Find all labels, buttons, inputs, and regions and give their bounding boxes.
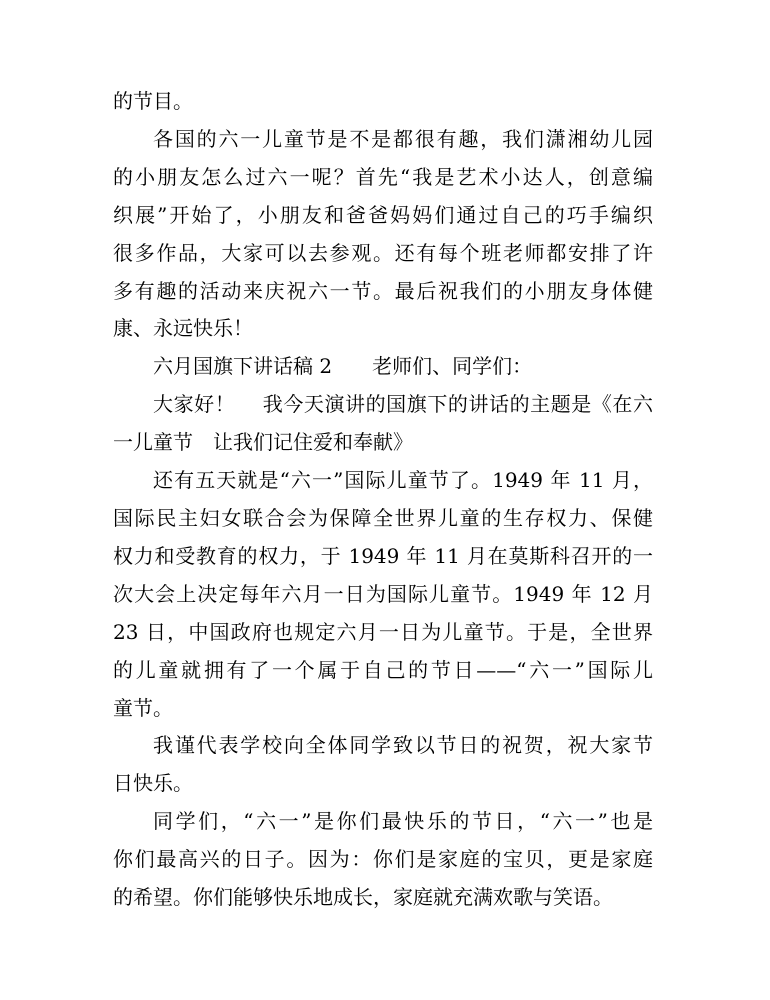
text-line: 一儿童节 让我们记住爱和奉献》	[113, 430, 413, 455]
text-line: 我谨代表学校向全体同学致以节日的祝贺，祝大家节	[153, 733, 653, 758]
text-line: 23 日，中国政府也规定六月一日为儿童节。于是，全世界	[113, 619, 653, 644]
text-line: 权力和受教育的权力，于 1949 年 11 月在莫斯科召开的一	[113, 543, 653, 568]
text-line: 的儿童就拥有了一个属于自己的节日——“六一”国际儿	[113, 657, 653, 682]
text-line: 还有五天就是“六一”国际儿童节了。1949 年 11 月，	[153, 468, 653, 493]
text-line: 你们最高兴的日子。因为：你们是家庭的宝贝，更是家庭	[113, 847, 653, 872]
text-line: 很多作品，大家可以去参观。还有每个班老师都安排了许	[113, 240, 653, 265]
text-line: 的小朋友怎么过六一呢？首先“我是艺术小达人，创意编	[113, 164, 653, 189]
text-line: 康、永远快乐！	[113, 316, 253, 341]
text-line: 同学们，“六一”是你们最快乐的节日，“六一”也是	[153, 809, 653, 834]
document-text-block	[113, 83, 653, 917]
text-line: 织展”开始了，小朋友和爸爸妈妈们通过自己的巧手编织	[113, 202, 653, 227]
text-line: 多有趣的活动来庆祝六一节。最后祝我们的小朋友身体健	[113, 278, 653, 303]
text-line: 日快乐。	[113, 771, 193, 796]
text-line: 的希望。你们能够快乐地成长，家庭就充满欢歌与笑语。	[113, 885, 613, 910]
text-line: 各国的六一儿童节是不是都很有趣，我们潇湘幼儿园	[153, 126, 653, 151]
text-line: 六月国旗下讲话稿 2 老师们、同学们：	[153, 354, 533, 379]
text-line: 童节。	[113, 695, 173, 720]
text-line: 大家好！ 我今天演讲的国旗下的讲话的主题是《在六	[153, 392, 653, 417]
text-line: 次大会上决定每年六月一日为国际儿童节。1949 年 12 月	[113, 581, 653, 606]
text-line: 的节目。	[113, 89, 193, 113]
text-line: 国际民主妇女联合会为保障全世界儿童的生存权力、保健	[113, 505, 653, 530]
